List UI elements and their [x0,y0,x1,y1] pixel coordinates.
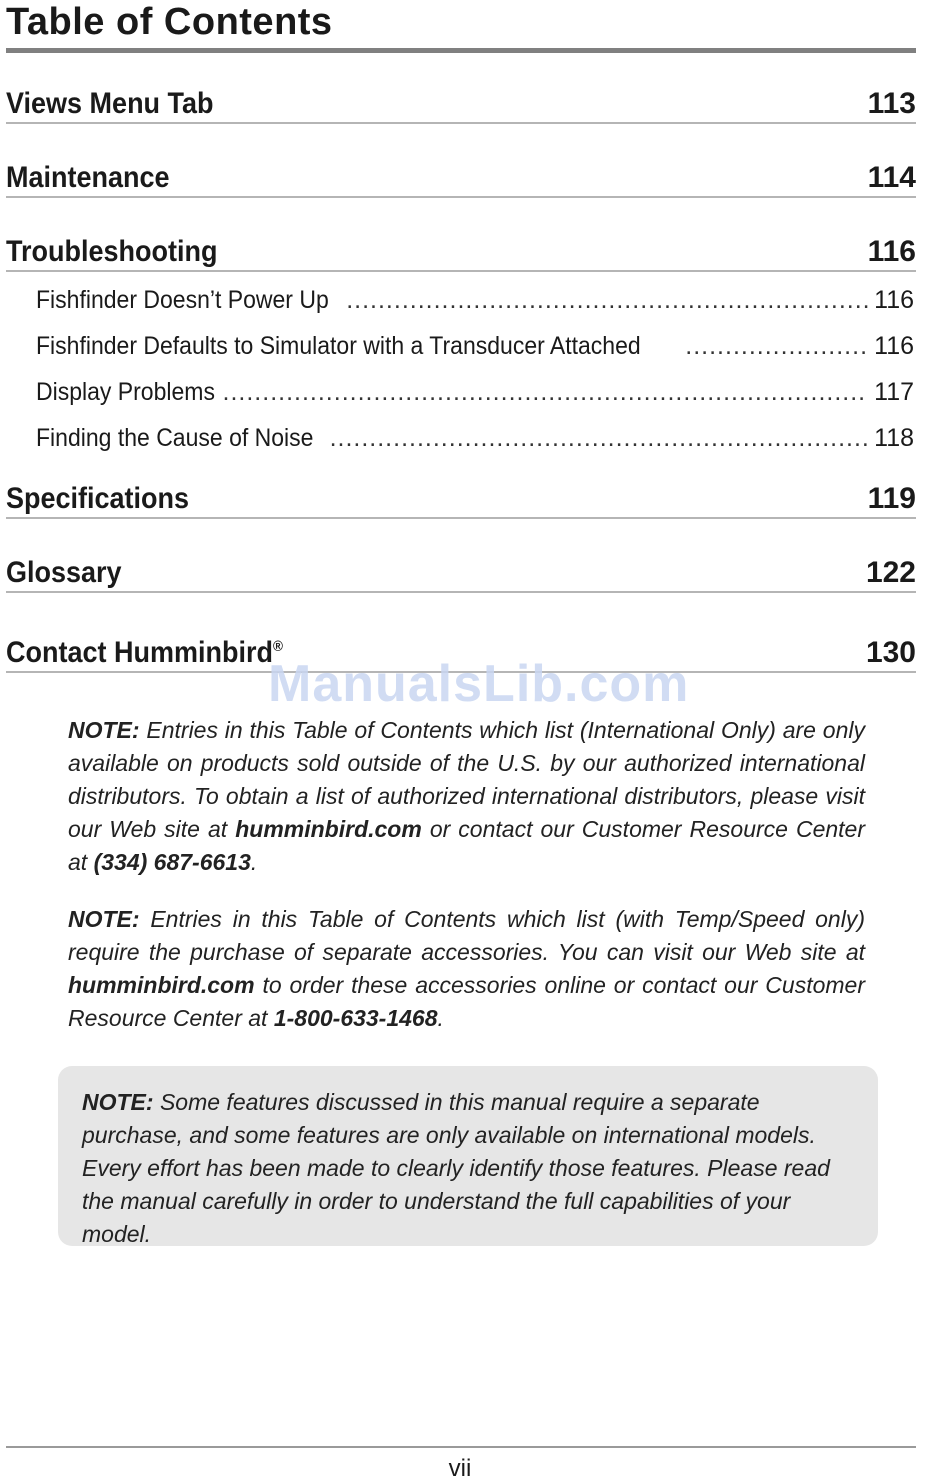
note-international [68,714,865,879]
note-text-end: . [437,1005,444,1031]
toc-section-views-menu-tab[interactable] [6,86,916,124]
section-label: Troubleshooting [6,235,218,268]
phone-number: 1-800-633-1468 [273,1005,438,1031]
section-page-number: 122 [865,556,916,589]
note-text: to order these accessories online or contact our Customer Resource Center at [68,972,865,1031]
note-features [82,1086,854,1251]
dot-leader [346,284,868,316]
phone-number: (334) 687-6613 [93,849,251,875]
note-text-end: . [250,849,258,875]
note-prefix: NOTE: [82,1089,154,1115]
item-page-number: 118 [874,424,914,452]
item-label: Fishfinder Doesn’t Power Up [36,286,329,314]
item-label: Display Problems [36,378,215,406]
note-prefix: NOTE: [68,717,140,743]
website-link[interactable]: humminbird.com [68,972,255,998]
item-page-number: 116 [874,286,914,314]
dot-leader [685,330,868,362]
trademark-symbol: ® [273,638,283,655]
section-label: Specifications [6,482,190,515]
note-text: Some features discussed in this manual require a separate purchase, and some features are only available on international models. Every effort has been made to clearly identify those features. Please read the manual carefully in order to understand the full capabilities of your model. [82,1089,830,1247]
item-label: Finding the Cause of Noise [36,424,314,452]
section-page-number: 114 [867,161,916,194]
dot-leader [223,376,869,408]
note-prefix: NOTE: [68,906,140,932]
section-label: Glossary [6,556,122,589]
section-label: Views Menu Tab [6,87,214,120]
item-page-number: 117 [874,378,914,406]
contact-label-text: Contact Humminbird [6,636,274,669]
section-page-number: 130 [865,636,916,669]
toc-section-maintenance[interactable] [6,160,916,198]
toc-item-display-problems[interactable] [36,376,914,408]
item-label: Fishfinder Defaults to Simulator with a Transducer Attached [36,332,641,360]
title-divider [6,48,916,53]
toc-item-cause-of-noise[interactable] [36,422,914,454]
footer-divider [6,1446,916,1448]
toc-item-fishfinder-power[interactable] [36,284,914,316]
section-page-number: 119 [867,482,916,515]
section-label [6,629,283,671]
website-link[interactable]: humminbird.com [235,816,422,842]
note-temp-speed [68,903,865,1035]
watermark: ManualsLib.com [268,655,690,713]
note-text: Entries in this Table of Contents which list (International Only) are only available on products sold outside of the U.S. by our authorized international distributors. To obtain a list of authorized international distributors, please visit our Web site at [68,717,865,842]
section-page-number: 116 [867,235,916,268]
dot-leader [330,422,869,454]
note-callout-box [58,1066,878,1246]
toc-section-glossary[interactable] [6,555,916,593]
item-page-number: 116 [874,332,914,360]
page-title: Table of Contents [6,1,333,43]
section-label: Maintenance [6,161,170,194]
toc-item-simulator-default[interactable] [36,330,914,362]
footer-page-number: vii [448,1455,472,1482]
note-text: or contact our Customer Resource Center at [68,816,866,875]
note-text: Entries in this Table of Contents which list (with Temp/Speed only) require the purchase of separate accessories. You can visit our Web site at [68,906,865,965]
section-page-number: 113 [867,87,916,120]
toc-section-specifications[interactable] [6,481,916,519]
toc-section-troubleshooting[interactable] [6,234,916,272]
